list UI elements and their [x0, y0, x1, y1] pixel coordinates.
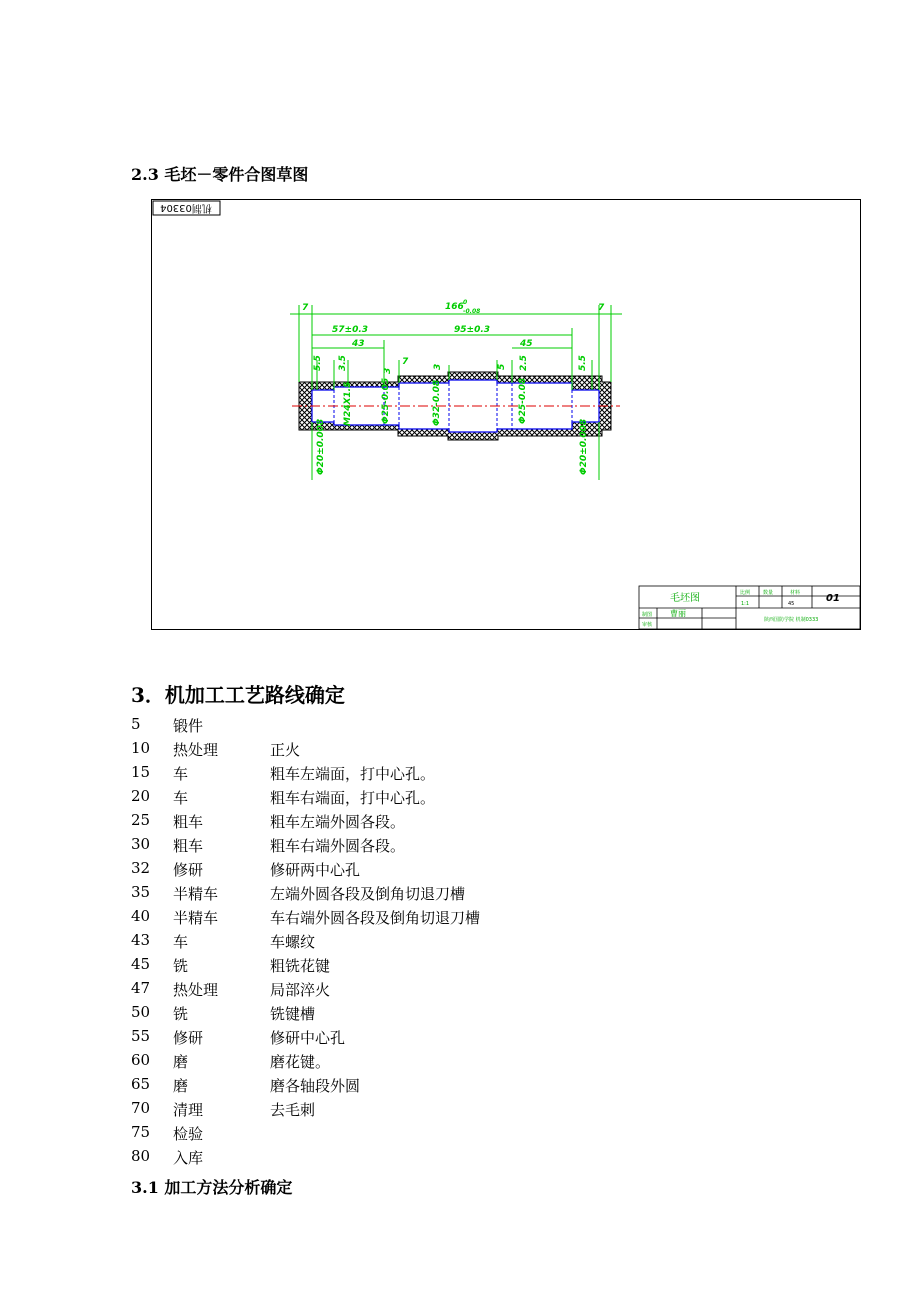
list-item — [131, 859, 631, 883]
op-desc: 正火 — [270, 741, 301, 759]
tb-mat-label: 材料 — [790, 590, 801, 596]
dim-v25: 2.5 — [519, 355, 529, 371]
dim-dia-right: Φ20±0.008 — [579, 418, 589, 475]
op-name: 半精车 — [173, 885, 219, 903]
op-number: 10 — [131, 739, 151, 757]
list-item — [131, 1003, 631, 1027]
dim-v3-a: 3 — [383, 367, 393, 374]
op-number: 40 — [131, 907, 151, 925]
list-item — [131, 763, 631, 787]
op-number: 20 — [131, 787, 151, 805]
dim-dia25-left: Φ25-0.05 — [381, 377, 391, 424]
drawing-frame — [151, 199, 861, 630]
dim-dia-left: Φ20±0.008 — [316, 418, 326, 475]
op-number: 65 — [131, 1075, 151, 1093]
op-name: 磨 — [173, 1053, 189, 1071]
dim-v3-b: 3 — [433, 363, 443, 370]
op-number: 5 — [131, 715, 141, 733]
list-item — [131, 1123, 631, 1147]
dim-43: 43 — [352, 339, 365, 349]
op-name: 半精车 — [173, 909, 219, 927]
list-item — [131, 1075, 631, 1099]
op-name: 修研 — [173, 861, 204, 879]
op-name: 车 — [173, 933, 189, 951]
dim-45: 45 — [520, 339, 533, 349]
dim-v55-left: 5.5 — [313, 355, 323, 371]
dim-57: 57±0.3 — [332, 325, 369, 335]
op-desc: 粗车右端外圆各段。 — [270, 837, 406, 855]
op-number: 80 — [131, 1147, 151, 1165]
op-number: 35 — [131, 883, 151, 901]
list-item — [131, 739, 631, 763]
op-desc: 粗车左端外圆各段。 — [270, 813, 406, 831]
op-desc: 去毛刺 — [270, 1101, 316, 1119]
dim-v55-right: 5.5 — [578, 355, 588, 371]
op-desc: 左端外圆各段及倒角切退刀槽 — [270, 885, 466, 903]
dim-left-end: 7 — [302, 303, 309, 313]
stamp-text: 机制03304 — [160, 202, 212, 213]
op-name: 入库 — [173, 1149, 204, 1167]
op-number: 70 — [131, 1099, 151, 1117]
tb-school: 陕西国防学院 机制0333 — [764, 617, 819, 623]
op-name: 锻件 — [173, 717, 204, 735]
op-name: 铣 — [173, 957, 189, 975]
op-name: 热处理 — [173, 981, 219, 999]
blank-part-drawing — [152, 200, 860, 629]
op-number: 45 — [131, 955, 151, 973]
tb-checker-label: 审核 — [642, 622, 653, 628]
op-name: 清理 — [173, 1101, 204, 1119]
op-number: 47 — [131, 979, 151, 997]
tb-designer-label: 制图 — [642, 612, 653, 618]
op-desc: 粗车右端面，打中心孔。 — [270, 789, 436, 807]
section-3-heading: 3．机加工工艺路线确定 — [131, 683, 345, 707]
dim-right-end: 7 — [598, 303, 605, 313]
op-desc: 粗铣花键 — [270, 957, 331, 975]
op-name: 热处理 — [173, 741, 219, 759]
list-item — [131, 931, 631, 955]
dim-v5: 5 — [497, 363, 507, 370]
op-number: 30 — [131, 835, 151, 853]
dim-overall: 166 — [445, 302, 464, 312]
list-item — [131, 1051, 631, 1075]
tb-scale-label: 比例 — [740, 590, 751, 596]
list-item — [131, 811, 631, 835]
dim-v35: 3.5 — [338, 355, 348, 371]
list-item — [131, 715, 631, 739]
op-name: 磨 — [173, 1077, 189, 1095]
section-2-3-heading: 2.3 毛坯－零件合图草图 — [131, 165, 309, 184]
dim-dia25-right: Φ25-0.08 — [518, 377, 528, 424]
op-desc: 粗车左端面，打中心孔。 — [270, 765, 436, 783]
op-name: 铣 — [173, 1005, 189, 1023]
dim-dia32: Φ32-0.08 — [432, 379, 442, 426]
list-item — [131, 955, 631, 979]
op-name: 粗车 — [173, 837, 204, 855]
op-number: 32 — [131, 859, 151, 877]
op-name: 粗车 — [173, 813, 204, 831]
section-3-1-heading: 3.1 加工方法分析确定 — [131, 1178, 293, 1197]
op-desc: 修研中心孔 — [270, 1029, 346, 1047]
op-desc: 局部淬火 — [270, 981, 331, 999]
tb-number: 01 — [826, 593, 840, 604]
op-number: 50 — [131, 1003, 151, 1021]
op-desc: 铣键槽 — [270, 1005, 316, 1023]
tb-mat-value: 45 — [788, 601, 795, 607]
tb-qty-label: 数量 — [763, 590, 774, 596]
dim-95: 95±0.3 — [454, 325, 491, 335]
list-item — [131, 1147, 631, 1171]
dim-overall-tol: -0.08 — [463, 308, 481, 315]
list-item — [131, 1027, 631, 1051]
op-number: 75 — [131, 1123, 151, 1141]
tb-name: 毛坯图 — [670, 593, 700, 604]
op-desc: 磨花键。 — [270, 1053, 331, 1071]
list-item — [131, 1099, 631, 1123]
list-item — [131, 787, 631, 811]
list-item — [131, 835, 631, 859]
list-item — [131, 883, 631, 907]
list-item — [131, 979, 631, 1003]
drawing-number-stamp — [153, 201, 220, 215]
op-number: 43 — [131, 931, 151, 949]
tb-scale-value: 1:1 — [741, 601, 750, 607]
op-number: 15 — [131, 763, 151, 781]
op-name: 车 — [173, 789, 189, 807]
op-number: 60 — [131, 1051, 151, 1069]
tb-designer: 曹丽 — [670, 609, 686, 618]
op-number: 25 — [131, 811, 151, 829]
dim-overall-sup: 0 — [463, 299, 468, 306]
list-item — [131, 907, 631, 931]
op-desc: 磨各轴段外圆 — [270, 1077, 361, 1095]
op-number: 55 — [131, 1027, 151, 1045]
dim-thread: M24X1.5 — [343, 381, 353, 426]
op-name: 车 — [173, 765, 189, 783]
dim-v7: 7 — [402, 357, 409, 367]
op-desc: 修研两中心孔 — [270, 861, 361, 879]
op-name: 修研 — [173, 1029, 204, 1047]
op-name: 检验 — [173, 1125, 204, 1143]
op-desc: 车螺纹 — [270, 933, 316, 951]
op-desc: 车右端外圆各段及倒角切退刀槽 — [270, 909, 481, 927]
